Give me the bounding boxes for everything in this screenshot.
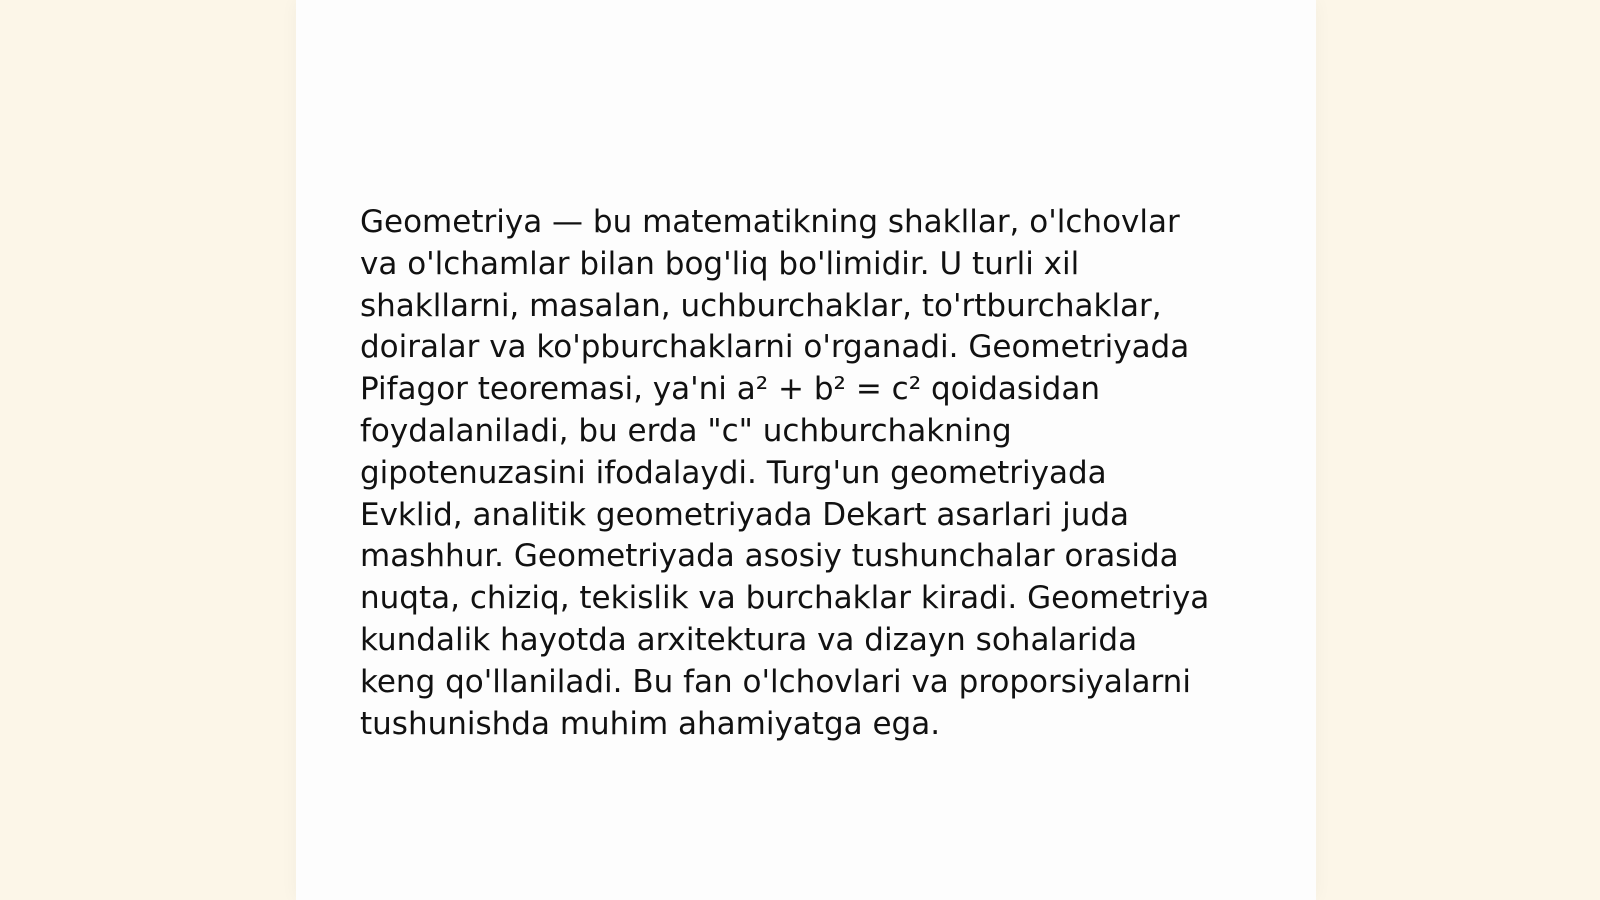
body-text-line: foydalaniladi, bu erda "c" uchburchakning [360,412,1012,449]
body-text-line: nuqta, chiziq, tekislik va burchaklar kiradi. Geometriya [360,580,1210,617]
slide [296,0,1316,900]
body-text-line: doiralar va ko'pburchaklarni o'rganadi. Geometriyada [360,329,1190,366]
body-text-line: Evklid, analitik geometriyada Dekart asarlari juda [360,496,1130,533]
slide-body-text [360,202,1260,745]
body-text-line: gipotenuzasini ifodalaydi. Turg'un geometriyada [360,454,1107,491]
body-text-line: keng qo'llaniladi. Bu fan o'lchovlari va proporsiyalarni [360,663,1191,700]
body-text-line: shakllarni, masalan, uchburchaklar, to'rtburchaklar, [360,287,1162,324]
body-text-line: kundalik hayotda arxitektura va dizayn sohalarida [360,621,1138,658]
body-text-line: va o'lchamlar bilan bog'liq bo'limidir. U turli xil [360,245,1080,282]
body-text-line: tushunishda muhim ahamiyatga ega. [360,705,941,742]
body-text-line: mashhur. Geometriyada asosiy tushunchalar orasida [360,538,1179,575]
body-text-line: Geometriya — bu matematikning shakllar, o'lchovlar [360,204,1180,240]
body-text-line: Pifagor teoremasi, ya'ni a² + b² = c² qoidasidan [360,371,1100,408]
